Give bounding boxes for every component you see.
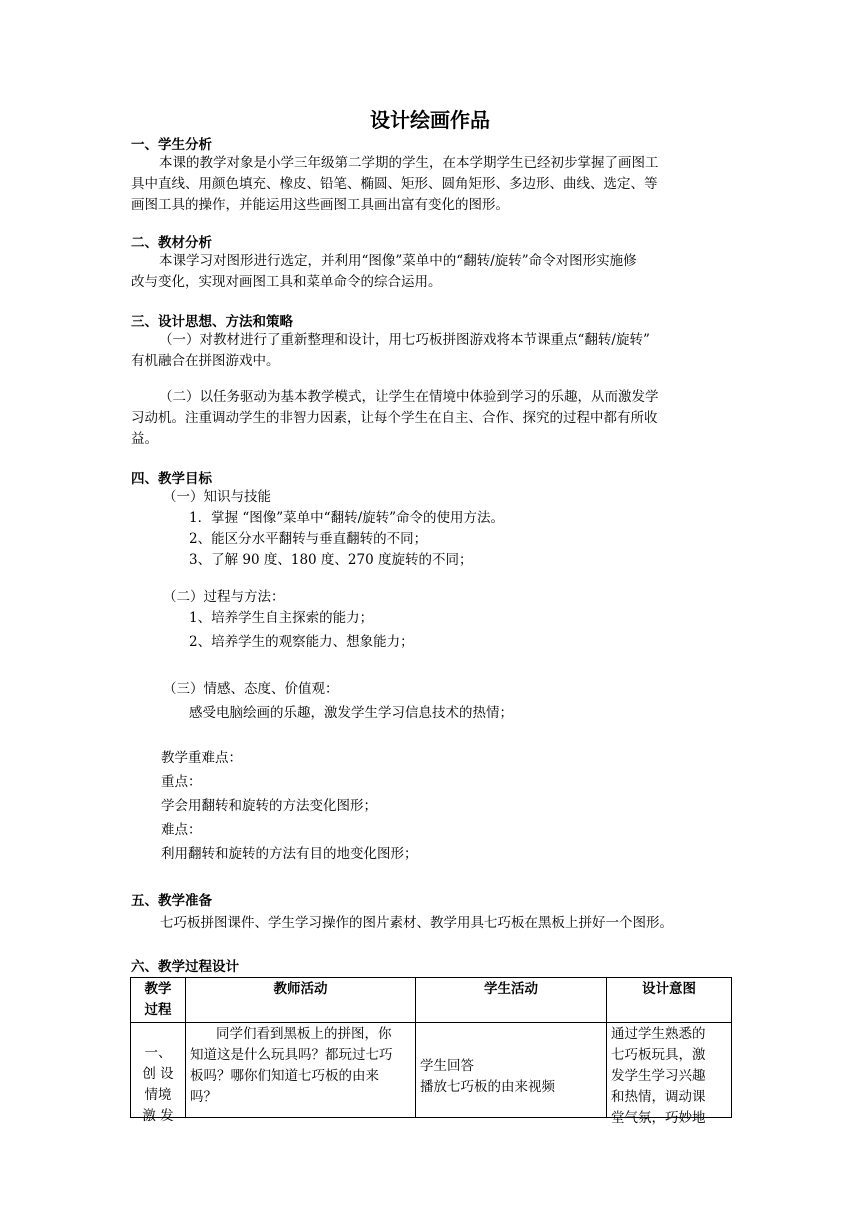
text-line: 益。: [131, 431, 158, 447]
goal-sub-heading-knowledge: （一）知识与技能: [163, 489, 271, 505]
goal-sub-heading-process: （二）过程与方法：: [163, 589, 285, 605]
text-line: 有机融合在拼图游戏中。: [131, 353, 280, 369]
cell-text: 通过学生熟悉的: [611, 1026, 706, 1042]
paragraph-design-1: [131, 330, 733, 372]
table-row: [131, 1023, 732, 1118]
text-line: （二）以任务驱动为基本教学模式，让学生在情境中体验到学习的乐趣，从而激发学: [159, 389, 659, 405]
cell-text: 发学生学习兴趣: [611, 1068, 706, 1084]
paragraph-student-analysis: [131, 153, 733, 216]
cell-text: 吗？: [190, 1089, 217, 1105]
difficult-point-label: 难点：: [161, 822, 202, 838]
paragraph-design-2: [131, 387, 733, 450]
cell-text: 同学们看到黑板上的拼图，你: [216, 1026, 392, 1042]
goal-item: 感受电脑绘画的乐趣，激发学生学习信息技术的热情；: [189, 705, 513, 721]
goal-item: 1、培养学生自主探索的能力；: [189, 610, 374, 626]
section-heading-material-analysis: 二、教材分析: [131, 235, 212, 251]
text-line: 改与变化，实现对画图工具和菜单命令的综合运用。: [131, 274, 442, 290]
cell-intent: [607, 1023, 732, 1126]
key-point-label: 重点：: [161, 774, 202, 790]
column-header-student: 学生活动: [416, 978, 607, 1023]
table-header-row: [131, 978, 732, 1023]
text-line: （一）对教材进行了重新整理和设计，用七巧板拼图游戏将本节课重点“翻转/旋转”: [159, 332, 650, 348]
section-heading-teaching-goals: 四、教学目标: [131, 471, 212, 487]
goal-item: 2、能区分水平翻转与垂直翻转的不同；: [189, 531, 428, 547]
goal-sub-heading-emotion: （三）情感、态度、价值观：: [163, 681, 339, 697]
key-difficult-points-title: 教学重难点：: [161, 750, 242, 766]
text-line: 习动机。注重调动学生的非智力因素，让每个学生在自主、合作、探究的过程中都有所收: [131, 410, 658, 426]
section-heading-design-thinking: 三、设计思想、方法和策略: [131, 314, 293, 330]
cell-text: 板吗？哪你们知道七巧板的由来: [190, 1068, 379, 1084]
goal-item: 1．掌握 “图像”菜单中“翻转/旋转”命令的使用方法。: [189, 510, 505, 526]
cell-text: 情境: [144, 1087, 172, 1103]
text-line: 本课的教学对象是小学三年级第二学期的学生，在本学期学生已经初步掌握了画图工: [159, 155, 659, 171]
section-heading-preparation: 五、教学准备: [131, 893, 212, 909]
page-title: 设计绘画作品: [370, 108, 490, 132]
goal-item: 3、了解 90 度、180 度、270 度旋转的不同；: [189, 552, 473, 568]
goal-item: 2、培养学生的观察能力、想象能力；: [189, 634, 414, 650]
cell-text: 和热情，调动课: [611, 1089, 706, 1105]
cell-text: 激 发: [142, 1108, 174, 1124]
cell-teacher: [186, 1023, 416, 1118]
cell-text: 堂气氛，巧妙地: [611, 1110, 706, 1126]
text-line: 具中直线、用颜色填充、橡皮、铅笔、椭圆、矩形、圆角矩形、多边形、曲线、选定、等: [131, 176, 658, 192]
header-text: 教学: [144, 981, 172, 997]
section-heading-student-analysis: 一、学生分析: [131, 137, 212, 153]
cell-text: 七巧板玩具，激: [611, 1047, 706, 1063]
cell-text: 创 设: [142, 1066, 174, 1082]
section-heading-process-design: 六、教学过程设计: [131, 959, 239, 975]
cell-text: 知道这是什么玩具吗？都玩过七巧: [190, 1047, 393, 1063]
header-text: 过程: [144, 1002, 172, 1018]
column-header-process: [131, 978, 186, 1023]
cell-text: 一、: [144, 1045, 172, 1061]
cell-process: [131, 1023, 186, 1124]
cell-text: 播放七巧板的由来视频: [420, 1079, 555, 1095]
cell-student: [416, 1023, 607, 1118]
text-line: 本课学习对图形进行选定，并利用“图像”菜单中的“翻转/旋转”命令对图形实施修: [159, 253, 637, 269]
column-header-intent: 设计意图: [607, 978, 732, 1023]
teaching-process-table: [130, 977, 732, 1126]
cell-text: 学生回答: [420, 1058, 474, 1074]
column-header-teacher: 教师活动: [186, 978, 416, 1023]
text-line: 画图工具的操作，并能运用这些画图工具画出富有变化的图形。: [131, 197, 509, 213]
difficult-point-text: 利用翻转和旋转的方法有目的地变化图形；: [161, 846, 418, 862]
paragraph-material-analysis: [131, 251, 733, 293]
preparation-text: 七巧板拼图课件、学生学习操作的图片素材、教学用具七巧板在黑板上拼好一个图形。: [160, 915, 673, 931]
key-point-text: 学会用翻转和旋转的方法变化图形；: [161, 798, 377, 814]
